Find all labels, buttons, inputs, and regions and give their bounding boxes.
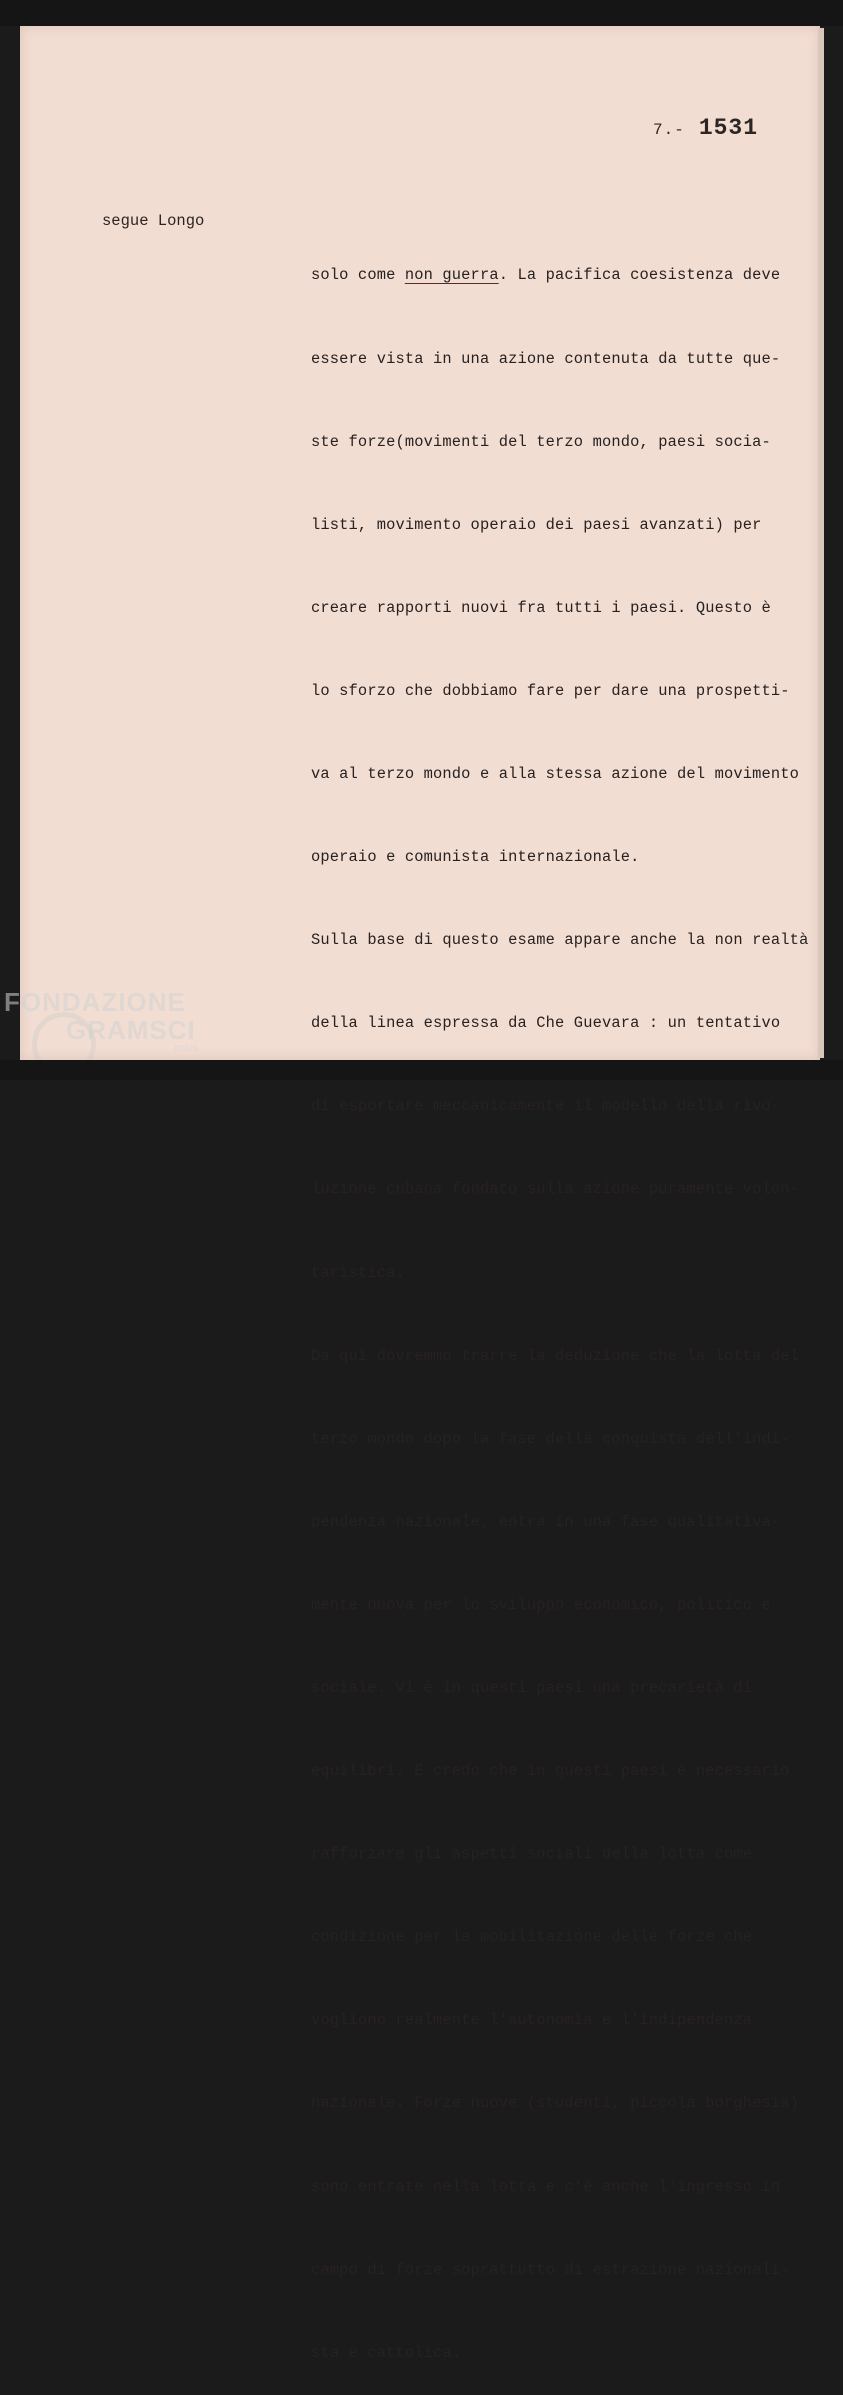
watermark <box>4 988 198 1054</box>
body-line: della linea espressa da Che Guevara : un tentativo <box>311 1014 781 1033</box>
scan-border-bottom <box>0 1060 843 1080</box>
body-line: campo di forze soprattutto di estrazione nazionali- <box>311 2260 790 2279</box>
body-line: nazionale. Forze nuove (studenti, piccola borghesia) <box>311 2094 800 2113</box>
body-line: pendenza nazionale, entra in una fase qualitativa- <box>311 1512 781 1531</box>
body-line: lo sforzo che dobbiamo fare per dare una prospetti- <box>311 681 790 700</box>
body-line: Sulla base di questo esame appare anche la non realtà <box>311 931 809 950</box>
speaker-label: segue Longo <box>102 212 205 230</box>
body-line: listi, movimento operaio dei paesi avanzati) per <box>311 515 762 534</box>
body-line: ste forze(movimenti del terzo mondo, paesi socia- <box>311 432 771 451</box>
body-line: di esportare meccanicamente il modello della rivo- <box>311 1097 781 1116</box>
body-line: va al terzo mondo e alla stessa azione del movimento <box>311 764 800 783</box>
transcript-body <box>311 207 821 2395</box>
watermark-line2: GRAMSCI <box>66 1015 196 1045</box>
body-line: luzione cubana fondato sulla azione puramente volon- <box>311 1180 800 1199</box>
body-line: solo come non guerra. La pacifica coesistenza deve <box>311 266 781 285</box>
scan-border-top <box>0 0 843 26</box>
body-line: operaio e comunista internazionale. <box>311 848 640 867</box>
body-line: taristica. <box>311 1263 405 1282</box>
body-line: sta e cattolica. <box>311 2343 462 2362</box>
folio-value: 1531 <box>698 115 759 141</box>
body-line: sociale. Vi è in questi paesi una precarietà di <box>311 1679 753 1697</box>
watermark-line3: onlus <box>174 1043 198 1054</box>
folio-number <box>653 115 758 141</box>
body-line: creare rapporti nuovi fra tutti i paesi. Questo è <box>311 598 771 617</box>
body-line: mente nuova per lo sviluppo economico, politico e <box>311 1595 771 1614</box>
watermark-line1: FONDAZIONE <box>4 987 186 1017</box>
body-line: condizione per la mobilitazione delle forze che <box>311 1928 753 1947</box>
body-line: terzo mondo dopo la fase della conquista dell'indi- <box>311 1429 790 1448</box>
body-line: equilibri. E credo che in questi paesi è necessario <box>311 1762 790 1781</box>
underlined-phrase: non guerra <box>404 266 499 285</box>
body-line: vogliono realmente l'autonomia e l'indipendenza <box>311 2011 753 2030</box>
body-line: sono entrate nella lotta e c'è anche l'ingresso in <box>311 2177 781 2196</box>
body-line: rafforzare gli aspetti sociali della lotta come <box>311 1845 753 1864</box>
body-line: Da qui dovremmo trarre la deduzione che la lotta del <box>311 1346 800 1365</box>
body-line: essere vista in una azione contenuta da tutte que- <box>311 349 781 368</box>
folio-prefix: 7.- <box>653 121 685 139</box>
